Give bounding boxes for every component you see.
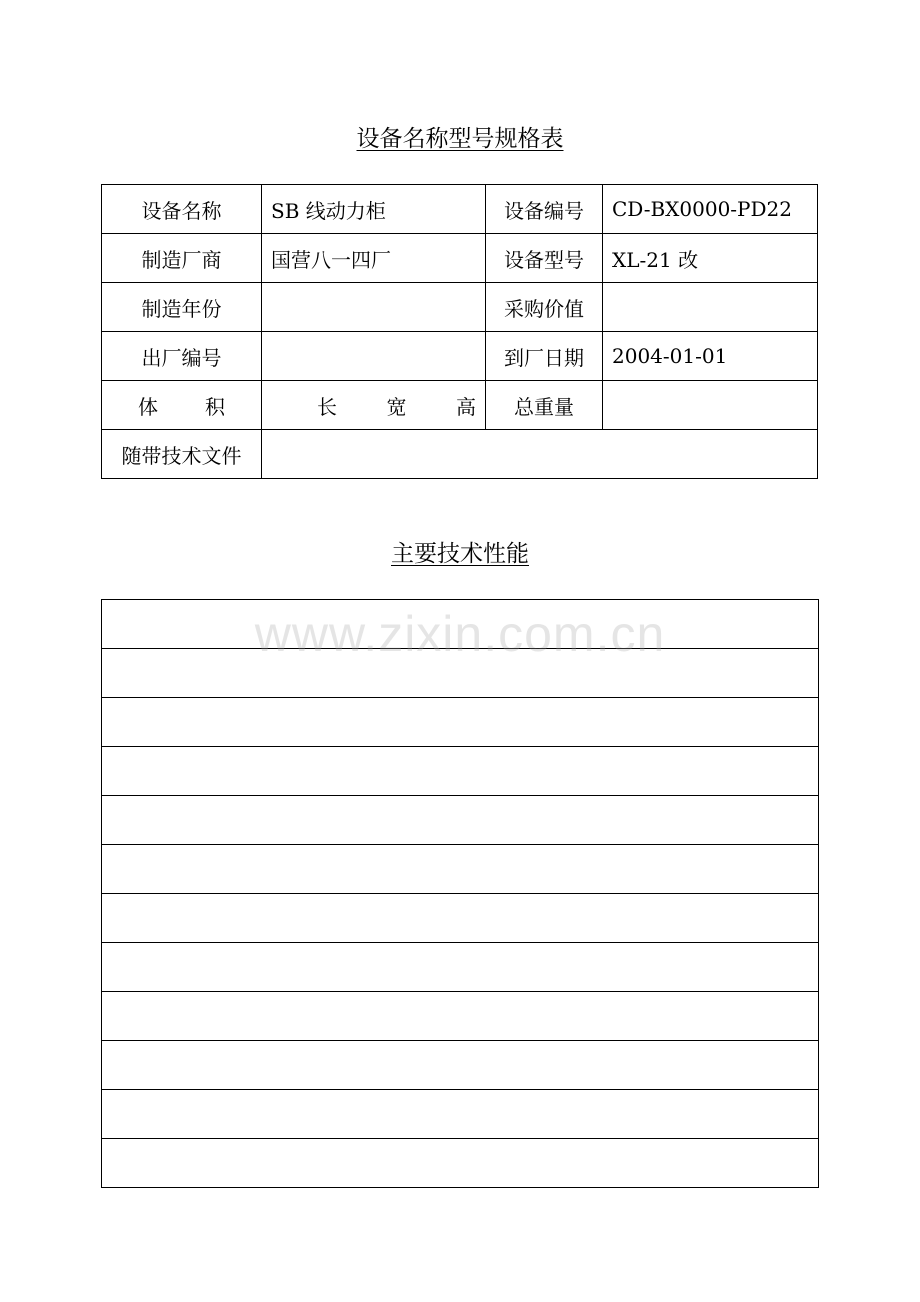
purchase-value-label: 采购价值: [486, 283, 603, 332]
table-row: [102, 943, 819, 992]
total-weight-label: 总重量: [486, 381, 603, 430]
equipment-spec-table: [101, 184, 818, 479]
equipment-name-label: 设备名称: [102, 185, 262, 234]
table-row: [102, 1090, 819, 1139]
table-row: [102, 430, 818, 479]
performance-cell: [102, 992, 819, 1041]
section-title: 主要技术性能: [391, 541, 529, 567]
width-label: 宽: [386, 394, 407, 419]
equipment-model-label: 设备型号: [486, 234, 603, 283]
performance-cell: [102, 698, 819, 747]
height-label: 高: [456, 394, 476, 419]
table-row: [102, 600, 819, 649]
performance-cell: [102, 1090, 819, 1139]
table-row: [102, 649, 819, 698]
performance-cell: [102, 943, 819, 992]
volume-label-char: 积: [205, 394, 225, 419]
volume-label-char: 体: [138, 394, 158, 419]
arrival-date-label: 到厂日期: [486, 332, 603, 381]
table-row: [102, 283, 818, 332]
volume-label: [102, 381, 262, 430]
manufacturer-value: 国营八一四厂: [262, 234, 486, 283]
table-row: [102, 381, 818, 430]
table-row: [102, 185, 818, 234]
tech-documents-value: [262, 430, 818, 479]
performance-cell: [102, 649, 819, 698]
performance-cell: [102, 1139, 819, 1188]
arrival-date-value: 2004-01-01: [603, 332, 818, 381]
table-row: [102, 698, 819, 747]
table-row: [102, 747, 819, 796]
table-row: [102, 796, 819, 845]
page-title: 设备名称型号规格表: [356, 126, 564, 152]
performance-cell: [102, 1041, 819, 1090]
equipment-number-value: CD-BX0000-PD22: [603, 185, 818, 234]
performance-cell: [102, 600, 819, 649]
manufacture-year-value: [262, 283, 486, 332]
performance-cell: [102, 845, 819, 894]
length-label: 长: [317, 394, 337, 419]
equipment-number-label: 设备编号: [486, 185, 603, 234]
table-row: [102, 1041, 819, 1090]
table-row: [102, 234, 818, 283]
performance-cell: [102, 796, 819, 845]
table-row: [102, 992, 819, 1041]
table-row: [102, 1139, 819, 1188]
manufacturer-label: 制造厂商: [102, 234, 262, 283]
tech-documents-label: 随带技术文件: [102, 430, 262, 479]
table-row: [102, 845, 819, 894]
performance-cell: [102, 747, 819, 796]
equipment-model-value: XL-21 改: [603, 234, 818, 283]
serial-number-label: 出厂编号: [102, 332, 262, 381]
equipment-name-value: SB 线动力柜: [262, 185, 486, 234]
performance-table: [101, 599, 819, 1188]
table-row: [102, 894, 819, 943]
dimensions-cell: [262, 381, 486, 430]
performance-cell: [102, 894, 819, 943]
purchase-value-value: [603, 283, 818, 332]
table-row: [102, 332, 818, 381]
manufacture-year-label: 制造年份: [102, 283, 262, 332]
watermark: www.zixin.com.cn: [254, 606, 666, 662]
serial-number-value: [262, 332, 486, 381]
total-weight-value: [603, 381, 818, 430]
